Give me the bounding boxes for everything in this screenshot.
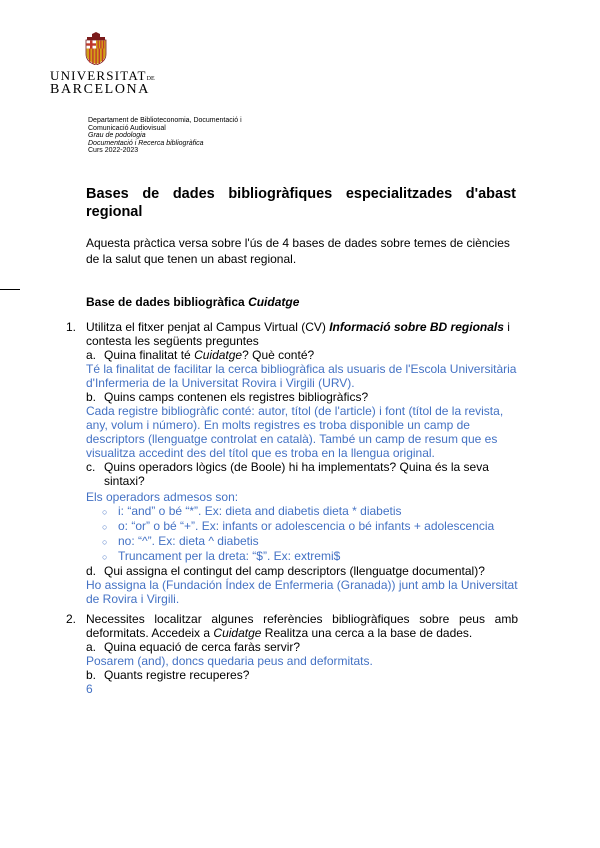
operator-list-item: ○ i: “and” o bé “*”. Ex: dieta and diabetis dieta * diabetis bbox=[102, 504, 402, 518]
section-heading: Base de dades bibliogràfica Cuidatge bbox=[86, 295, 300, 309]
question-2-text: Necessites localitzar algunes referències bibliogràfiques sobre peus amb deformitats. Accedeix a Cuidatge Realitza una cerca a la base de dades. bbox=[86, 612, 518, 640]
answer-2b: 6 bbox=[86, 682, 93, 696]
question-2b: b. Quants registre recuperes? bbox=[86, 668, 250, 682]
question-1a: a. Quina finalitat té Cuidatge? Què conté? bbox=[86, 348, 315, 362]
question-1c: c. Quins operadors lògics (de Boole) hi ha implementats? Quina és la seva sintaxi? bbox=[86, 460, 489, 488]
question-1d: d. Qui assigna el contingut del camp descriptors (llenguatge documental)? bbox=[86, 564, 485, 578]
answer-1b: Cada registre bibliogràfic conté: autor, títol (de l'article) i font (títol de la revista, any, volum i número). En molts registres es troba disponible un camp de descriptors (llenguatge controlat en català). També un camp de resum que es visualitza accedint des del títol que es troba en la llengua original. bbox=[86, 404, 504, 460]
course-line: Documentació i Recerca bibliogràfica bbox=[88, 139, 204, 147]
answer-2a: Posarem (and), doncs quedaria peus and deformitats. bbox=[86, 654, 373, 668]
question-1b: b. Quins camps contenen els registres bibliogràfics? bbox=[86, 390, 369, 404]
university-name: UNIVERSITATDE bbox=[50, 68, 155, 83]
degree-line: Grau de podologia bbox=[88, 132, 146, 139]
university-crest-icon bbox=[83, 32, 109, 65]
department-line: Departament de Biblioteconomia, Documentació i bbox=[88, 117, 242, 124]
intro-paragraph: Aquesta pràctica versa sobre l'ús de 4 bases de dades sobre temes de ciències de la salut que tenen un abast regional. bbox=[86, 236, 510, 266]
year-line: Curs 2022-2023 bbox=[88, 147, 139, 154]
university-logo bbox=[50, 32, 155, 98]
course-header bbox=[88, 117, 242, 155]
question-2a: a. Quina equació de cerca faràs servir? bbox=[86, 640, 301, 654]
question-2: 2. Necessites localitzar algunes referències bibliogràfiques sobre peus amb deformitats. Accedeix a Cuidatge Realitza una cerca a la base de dades. a. Quina equació de cerca faràs servir? Posarem (and), doncs quedaria peus and deformitats. b. Quants registre recuperes? 6 bbox=[66, 612, 518, 696]
university-city: BARCELONA bbox=[50, 82, 150, 97]
operator-list-item: ○ no: “^”. Ex: dieta ^ diabetis bbox=[102, 534, 259, 548]
margin-rule bbox=[0, 289, 20, 290]
question-1-text: Utilitza el fitxer penjat al Campus Virtual (CV) Informació sobre BD regionals i contesta les següents preguntes bbox=[86, 320, 510, 348]
operator-list-item: ○ o: “or” o bé “+”. Ex: infants or adolescencia o bé infants + adolescencia bbox=[102, 519, 495, 533]
department-line-2: Comunicació Audiovisual bbox=[88, 124, 166, 132]
page-title: Bases de dades bibliogràfiques especialitzades d'abast regional bbox=[86, 186, 516, 220]
question-1: 1. Utilitza el fitxer penjat al Campus Virtual (CV) Informació sobre BD regionals i contesta les següents preguntes a. Quina finalitat té Cuidatge? Què conté? Té la finalitat de facilitar la cerca bibliogràfica als usuaris de l'Escola Universitària d'Infermeria de la Universitat Rovira i Virgili (URV). b. Quins camps contenen els registres bibliogràfics? Cada registre bibliogràfic conté: autor, títol (de l'article) i font (títol de la revista, any, volum i número). En molts registres es troba disponible un camp de descriptors (llenguatge controlat en català). També un camp de resum que es visualitza accedint des del títol que es troba en la llengua original. c. Quins operadors lògics (de Boole) hi ha implementats? Quina és la seva sintaxi? Els operadors admesos son: ○ i: “and” o bé “*”. Ex: dieta and diabetis dieta * diabetis ○ o: “or” o bé “+”. Ex: infants or adolescencia o bé infants + adolescencia ○ no: “^”. Ex: dieta ^ diabetis ○ Truncament per la dreta: “$”. Ex: extremi$ d. Qui assigna el contingut del camp descriptors (llenguatge documental)? Ho assigna la (Fundación Índex de Enfermeria (Granada)) junt amb la Universitat de Rovira i Virgili. bbox=[66, 320, 518, 606]
answer-1a: Té la finalitat de facilitar la cerca bibliogràfica als usuaris de l'Escola Universitària d'Infermeria de la Universitat Rovira i Virgili (URV). bbox=[86, 362, 517, 390]
operator-list-item: ○ Truncament per la dreta: “$”. Ex: extremi$ bbox=[102, 549, 341, 563]
answer-1c: Els operadors admesos son: bbox=[86, 490, 239, 504]
answer-1d: Ho assigna la (Fundación Índex de Enfermeria (Granada)) junt amb la Universitat de Rovira i Virgili. bbox=[86, 578, 518, 606]
